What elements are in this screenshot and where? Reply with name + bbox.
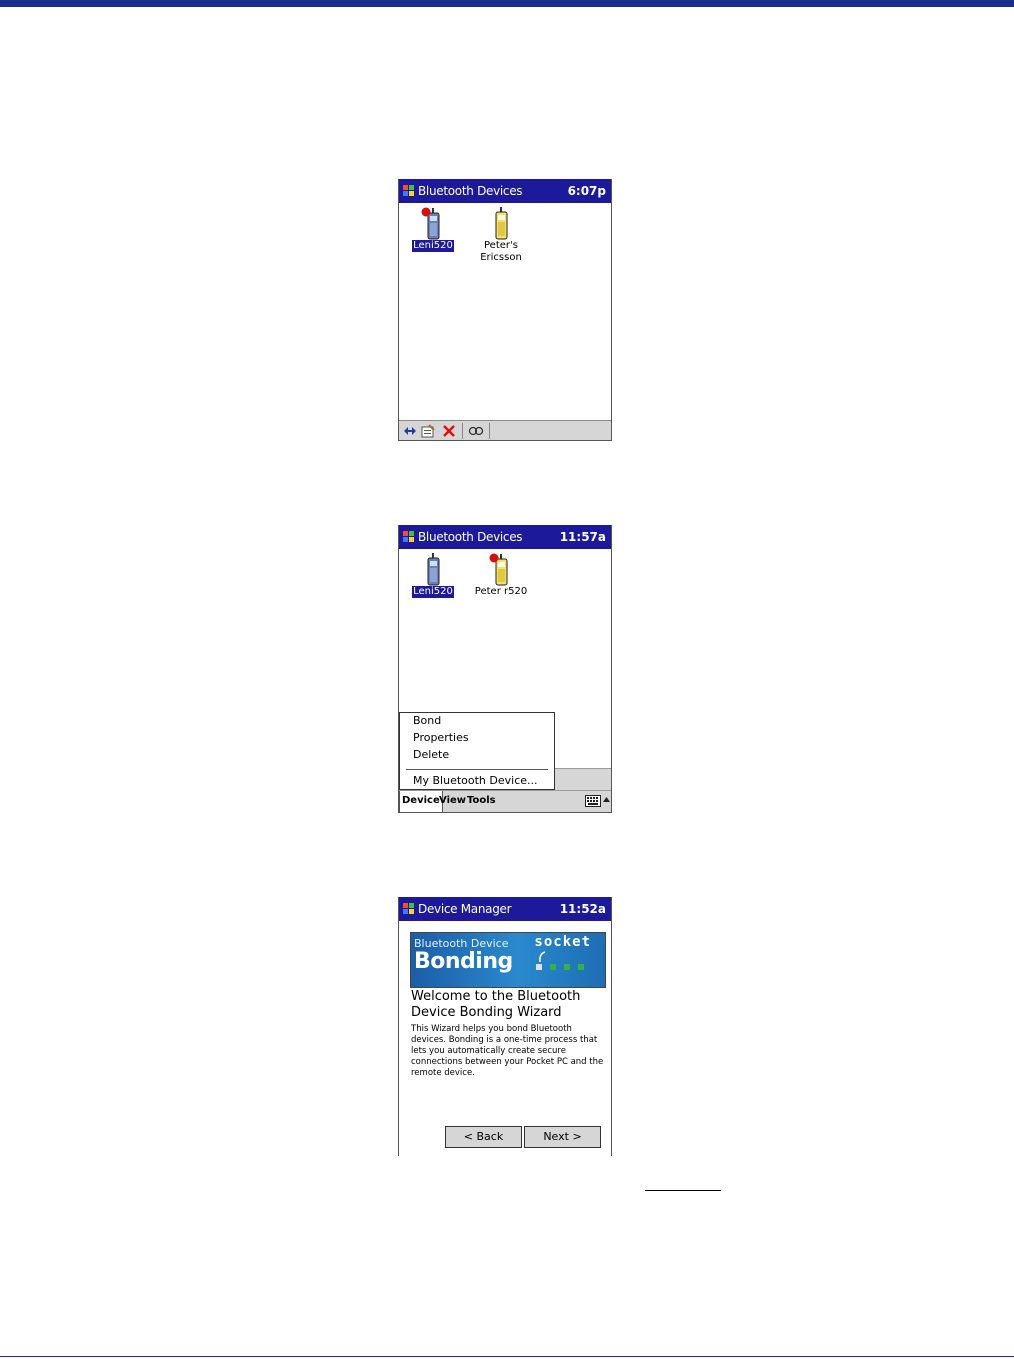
banner-subtitle: Bluetooth Device — [414, 937, 509, 950]
command-toolbar — [399, 420, 611, 440]
title-bar — [399, 179, 611, 203]
device-popup-menu — [399, 712, 555, 790]
logo-square — [550, 964, 556, 970]
next-button[interactable]: Next > — [524, 1126, 601, 1148]
device-manager-screen — [398, 897, 612, 1156]
page-bottom-rule — [0, 1356, 1014, 1357]
clock[interactable]: 11:52a — [559, 902, 606, 916]
bonded-indicator-icon — [422, 208, 431, 217]
title-bar — [399, 525, 611, 549]
device-label: Peter's Ericsson — [480, 240, 522, 263]
page-top-rule — [0, 0, 1014, 7]
title-bar — [399, 897, 611, 921]
banner-title: Bonding — [414, 949, 513, 974]
back-button[interactable]: < Back — [445, 1126, 522, 1148]
toolbar-divider — [489, 423, 490, 439]
device-label: Leni520 — [413, 586, 453, 597]
underline-mark — [645, 1190, 721, 1191]
clock[interactable]: 11:57a — [559, 530, 606, 544]
window-title: Device Manager — [418, 902, 512, 916]
window-title: Bluetooth Devices — [418, 530, 523, 544]
menu-bar — [399, 790, 611, 812]
bonding-banner — [410, 932, 606, 988]
phone-blue-icon — [418, 552, 448, 586]
wizard-heading: Welcome to the Bluetooth Device Bonding Wizard — [411, 989, 581, 1020]
bluetooth-devices-screen-2 — [398, 525, 612, 813]
command-bar-background — [554, 768, 611, 791]
device-item-peters-ericsson[interactable] — [461, 206, 541, 264]
menu-tab-tools[interactable]: Tools — [467, 795, 496, 806]
menu-tab-device[interactable]: Device — [399, 791, 443, 813]
menu-item-delete[interactable]: Delete — [413, 748, 450, 761]
menu-tab-view[interactable]: View — [439, 795, 467, 806]
logo-square — [578, 964, 584, 970]
wizard-description: This Wizard helps you bond Bluetooth devices. Bonding is a one-time process that lets you automatically create secure connections between your Pocket PC and the remote device. — [411, 1024, 604, 1078]
signal-arc-icon — [537, 951, 547, 963]
delete-icon[interactable] — [442, 424, 456, 438]
properties-icon[interactable] — [421, 424, 435, 438]
window-title: Bluetooth Devices — [418, 184, 523, 198]
device-item-peter-r520[interactable] — [461, 552, 541, 598]
toolbar-divider — [462, 423, 463, 439]
bond-icon[interactable] — [403, 424, 417, 438]
phone-yellow-icon — [486, 552, 516, 586]
menu-item-properties[interactable]: Properties — [413, 731, 469, 744]
phone-yellow-icon — [486, 206, 516, 240]
windows-flag-icon[interactable] — [402, 183, 415, 198]
windows-flag-icon[interactable] — [402, 901, 415, 916]
windows-flag-icon[interactable] — [402, 529, 415, 544]
menu-item-my-bluetooth-device[interactable]: My Bluetooth Device... — [413, 774, 538, 787]
socket-logo: socket — [534, 934, 591, 950]
keyboard-icon[interactable] — [585, 795, 601, 807]
phone-blue-icon — [418, 206, 448, 240]
menu-divider — [406, 769, 548, 770]
bonded-indicator-icon — [490, 554, 499, 563]
device-label: Peter r520 — [474, 586, 528, 597]
view-icon[interactable] — [468, 424, 484, 438]
logo-square — [536, 964, 542, 970]
device-label: Leni520 — [413, 240, 453, 251]
input-selector-arrow-icon[interactable] — [603, 797, 610, 803]
clock[interactable]: 6:07p — [567, 184, 606, 198]
bluetooth-devices-screen-1 — [398, 179, 612, 441]
menu-item-bond[interactable]: Bond — [413, 714, 442, 727]
logo-square — [564, 964, 570, 970]
